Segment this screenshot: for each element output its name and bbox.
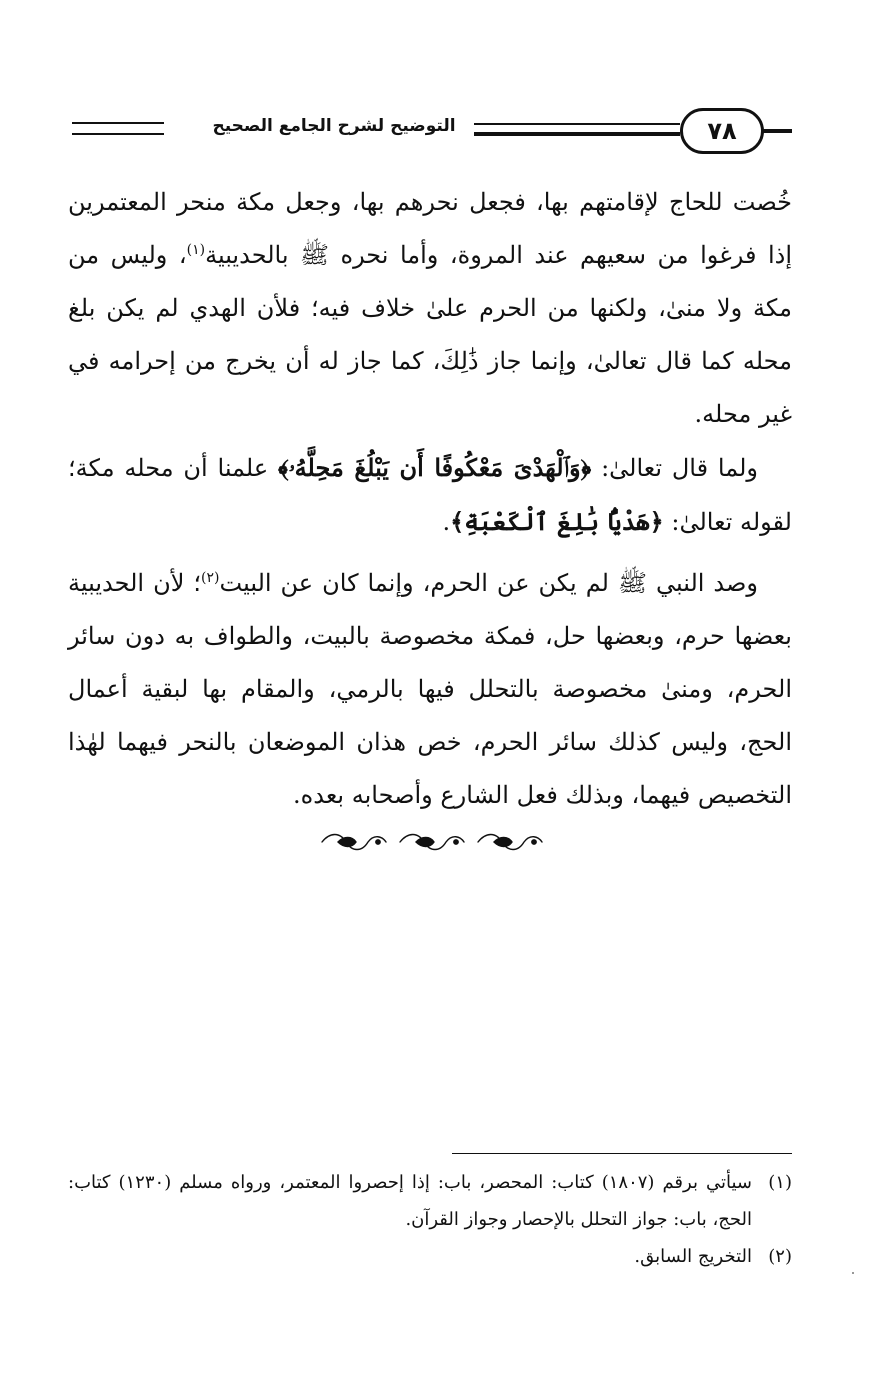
footnote-1 <box>68 1164 792 1238</box>
header-rule-left-bottom <box>72 133 164 135</box>
header-rule-mid-bottom <box>474 132 680 136</box>
paragraph-1-text-a: خُصت للحاج لإقامتهم بها، فجعل نحرهم بها، وجعل مكة منحر المعتمرين إذا فرغوا من سعيهم عند المروة، وأما نحره ﷺ بالحديبية <box>68 188 792 269</box>
main-text <box>68 176 792 822</box>
paragraph-2-text-c: . <box>442 508 451 536</box>
scan-speck <box>852 1272 854 1274</box>
quran-quote-2: ﴿هَدْيًۢا بَٰلِغَ ٱلْكَعْبَةِ﴾ <box>450 507 664 536</box>
footnote-2-text: التخريج السابق. <box>634 1246 752 1267</box>
footnote-1-number: (١) <box>768 1172 792 1193</box>
footnote-ref-2: (٢) <box>201 570 220 586</box>
running-title: التوضيح لشرح الجامع الصحيح <box>212 116 456 136</box>
paragraph-2-text-b: علمنا أن محله مكة؛ لقوله تعالىٰ: <box>68 454 792 536</box>
footnote-2 <box>68 1238 792 1275</box>
footnote-1-text: سيأتي برقم (١٨٠٧) كتاب: المحصر، باب: إذا إحصروا المعتمر، ورواه مسلم (١٢٣٠) كتاب: الحج، باب: جواز التحلل بالإحصار وجواز القرآن. <box>68 1172 752 1230</box>
header-rule-left-top <box>72 122 164 124</box>
page-header <box>70 104 792 160</box>
page-number: ٧٨ <box>707 117 737 145</box>
footnote-separator <box>452 1153 792 1154</box>
paragraph-3-text-b: ؛ لأن الحديبية بعضها حرم، وبعضها حل، فمكة مخصوصة بالبيت، والطواف به دون سائر الحرم، ومنىٰ مخصوصة بالتحلل فيها بالرمي، والمقام بها لبقية أعمال الحج، وليس كذلك سائر الحرم، خص هذان الموضعان بالنحر فيهما لهٰذا التخصيص فيهما، وبذلك فعل الشارع وأصحابه بعده. <box>68 569 793 809</box>
header-rule-right <box>762 129 792 133</box>
floral-divider-icon <box>318 830 544 854</box>
page-number-badge <box>680 108 764 154</box>
footnote-2-number: (٢) <box>768 1246 792 1267</box>
quran-quote-1: ﴿وَٱلْهَدْىَ مَعْكُوفًا أَن يَبْلُغَ مَحِلَّهُۥ﴾ <box>278 453 592 482</box>
paragraph-1-text-b: ، وليس من مكة ولا منىٰ، ولكنها من الحرم علىٰ خلاف فيه؛ فلأن الهدي لم يكن بلغ محله كما قال تعالىٰ، وإنما جاز ذَٰلِكَ، كما جاز له أن يخرج من إحرامه في غير محله. <box>68 241 792 428</box>
footnote-ref-1: (١) <box>186 242 206 258</box>
paragraph-2-text-a: ولما قال تعالىٰ: <box>591 454 758 482</box>
footnotes <box>68 1164 792 1275</box>
header-rule-mid-top <box>474 123 680 125</box>
paragraph-3-text-a: وصد النبي ﷺ لم يكن عن الحرم، وإنما كان عن البيت <box>219 569 758 597</box>
paragraph-3 <box>68 557 792 822</box>
paragraph-2 <box>68 441 792 549</box>
paragraph-1 <box>68 176 792 441</box>
